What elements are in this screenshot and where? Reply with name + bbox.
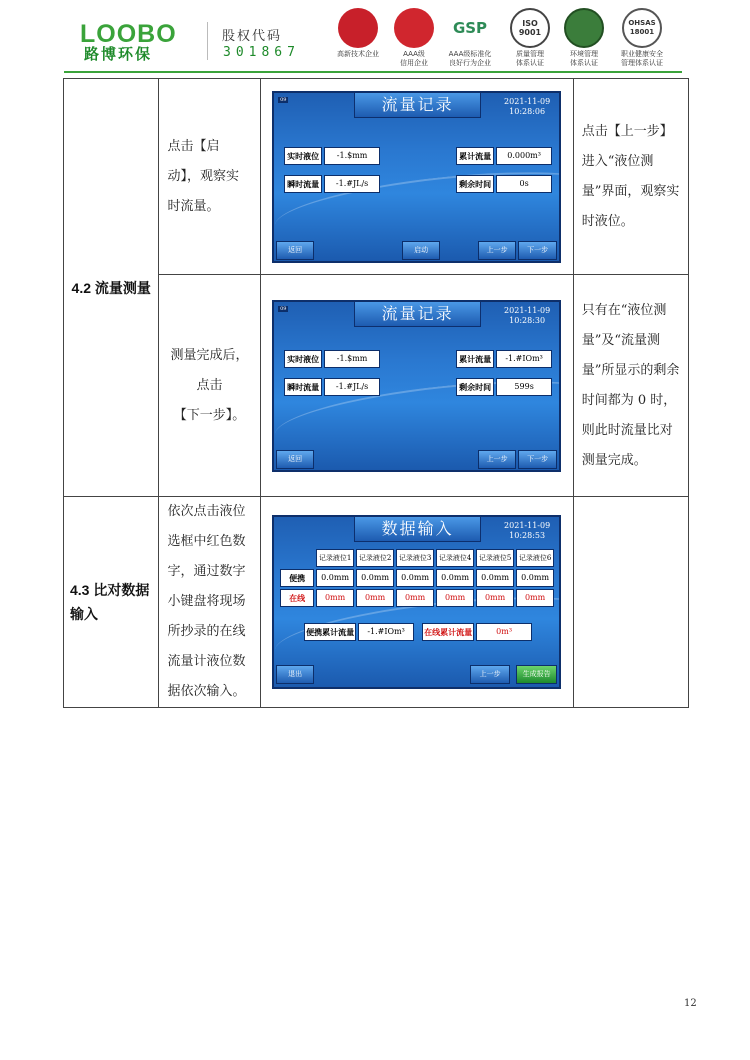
screen-title: 流量记录 — [354, 302, 481, 327]
cert-caption: AAA级标准化 良好行为企业 — [448, 50, 492, 67]
back-button[interactable]: 返回 — [276, 450, 314, 469]
procedure-table — [63, 78, 689, 708]
credit-cert — [386, 8, 442, 68]
online-cumulative-input[interactable]: 0m³ — [476, 623, 532, 641]
online-value-input[interactable]: 0mm — [436, 589, 474, 607]
remaining-time-label: 剩余时间 — [456, 175, 494, 193]
header-divider — [207, 22, 208, 60]
online-value-input[interactable]: 0mm — [516, 589, 554, 607]
header-rule — [64, 71, 682, 73]
ohsas-badge-icon: OHSAS 18001 — [622, 8, 662, 48]
table-row — [64, 79, 689, 275]
instant-flow-label: 瞬时流量 — [284, 175, 322, 193]
screenshot-cell — [260, 79, 573, 275]
instruction-cell — [159, 275, 260, 497]
note-cell — [573, 497, 688, 708]
note-text: 只有在“液位测量”及“流量测量”所显示的剩余时间都为 0 时，则此时流量比对测量完成。 — [581, 302, 680, 468]
instant-flow-value: -1.#JL/s — [324, 378, 380, 396]
note-cell — [573, 275, 688, 497]
cumulative-flow-value: -1.#IOm³ — [496, 350, 552, 368]
screen-datetime: 2021-11-09 10:28:30 — [504, 305, 551, 325]
portable-value: 0.0mm — [516, 569, 554, 587]
online-value-input[interactable]: 0mm — [356, 589, 394, 607]
back-button[interactable]: 返回 — [276, 241, 314, 260]
company-name-cn: 路博环保 — [84, 45, 153, 63]
realtime-level-label: 实时液位 — [284, 147, 322, 165]
start-button[interactable]: 启动 — [402, 241, 440, 260]
realtime-level-value: -1.$mm — [324, 350, 380, 368]
realtime-level-label: 实时液位 — [284, 350, 322, 368]
screen-title: 数据输入 — [354, 517, 481, 542]
instruction-text: 依次点击液位选框中红色数字，通过数字小键盘将现场所抄录的在线流量计液位数据依次输入。 — [167, 504, 246, 699]
cumulative-flow-value: 0.000m³ — [496, 147, 552, 165]
remaining-time-value: 0s — [496, 175, 552, 193]
note-cell — [573, 79, 688, 275]
section-title: 4.2 流量测量 — [71, 279, 151, 296]
flow-record-screen-complete — [272, 300, 561, 472]
cert-caption: 环境管理 体系认证 — [570, 50, 598, 67]
data-input-screen — [272, 515, 561, 689]
cumulative-flow-label: 累计流量 — [456, 147, 494, 165]
level-col-4: 记录液位4 — [436, 549, 474, 567]
high-tech-badge-icon — [338, 8, 378, 48]
next-step-button[interactable]: 下一步 — [518, 241, 557, 260]
screenshot-cell — [260, 497, 573, 708]
credit-badge-icon — [394, 8, 434, 48]
table-row — [64, 497, 689, 708]
cert-caption: 高新技术企业 — [337, 50, 379, 58]
level-col-1: 记录液位1 — [316, 549, 354, 567]
gsp-badge-icon: GSP — [450, 8, 490, 48]
instant-flow-value: -1.#JL/s — [324, 175, 380, 193]
level-col-2: 记录液位2 — [356, 549, 394, 567]
screen-tag: 09 — [280, 305, 287, 312]
company-logo: LOOBO — [80, 20, 177, 48]
page-header — [0, 0, 750, 75]
level-col-6: 记录液位6 — [516, 549, 554, 567]
instruction-text: 测量完成后，点击 【下一步】。 — [170, 347, 249, 423]
note-text — [574, 598, 688, 606]
instruction-text: 点击【启动】，观察实时流量。 — [167, 138, 239, 214]
online-value-input[interactable]: 0mm — [396, 589, 434, 607]
level-col-5: 记录液位5 — [476, 549, 514, 567]
environment-cert — [556, 8, 612, 68]
instant-flow-label: 瞬时流量 — [284, 378, 322, 396]
portable-value: 0.0mm — [396, 569, 434, 587]
note-text: 点击【上一步】进入“液位测量”界面，观察实时液位。 — [581, 123, 680, 229]
portable-value: 0.0mm — [316, 569, 354, 587]
remaining-time-value: 599s — [496, 378, 552, 396]
portable-value: 0.0mm — [356, 569, 394, 587]
iso9001-cert — [502, 8, 558, 68]
section-cell — [64, 79, 159, 497]
gsp-cert — [442, 8, 498, 68]
screen-title: 流量记录 — [354, 93, 481, 118]
online-value-input[interactable]: 0mm — [476, 589, 514, 607]
next-step-button[interactable]: 下一步 — [518, 450, 557, 469]
instruction-cell — [159, 79, 260, 275]
environment-badge-icon — [564, 8, 604, 48]
section-title: 4.3 比对数据输入 — [70, 582, 150, 622]
portable-value: 0.0mm — [436, 569, 474, 587]
portable-value: 0.0mm — [476, 569, 514, 587]
online-value-input[interactable]: 0mm — [316, 589, 354, 607]
portable-cumulative-label: 便携累计流量 — [304, 623, 356, 641]
screenshot-cell — [260, 275, 573, 497]
stock-code: 301867 — [223, 45, 300, 60]
prev-step-button[interactable]: 上一步 — [478, 450, 516, 469]
cert-caption: AAA级 信用企业 — [400, 50, 428, 67]
exit-button[interactable]: 退出 — [276, 665, 314, 684]
online-row-label: 在线 — [280, 589, 314, 607]
section-cell — [64, 497, 159, 708]
cert-caption: 质量管理 体系认证 — [516, 50, 544, 67]
level-col-3: 记录液位3 — [396, 549, 434, 567]
prev-step-button[interactable]: 上一步 — [470, 665, 510, 684]
prev-step-button[interactable]: 上一步 — [478, 241, 516, 260]
screen-datetime: 2021-11-09 10:28:06 — [504, 96, 551, 116]
iso9001-badge-icon: ISO 9001 — [510, 8, 550, 48]
portable-cumulative-value: -1.#IOm³ — [358, 623, 414, 641]
screen-datetime: 2021-11-09 10:28:53 — [504, 521, 551, 540]
remaining-time-label: 剩余时间 — [456, 378, 494, 396]
online-cumulative-label: 在线累计流量 — [422, 623, 474, 641]
instruction-cell — [159, 497, 260, 708]
cumulative-flow-label: 累计流量 — [456, 350, 494, 368]
portable-row-label: 便携 — [280, 569, 314, 587]
stock-label: 股权代码 — [222, 29, 283, 44]
flow-record-screen — [272, 91, 561, 263]
ohsas-cert — [614, 8, 670, 68]
screen-tag: 09 — [280, 96, 287, 103]
page-number: 12 — [684, 998, 697, 1009]
cert-caption: 职业健康安全 管理体系认证 — [621, 50, 663, 67]
generate-report-button[interactable]: 生成报告 — [516, 665, 557, 684]
high-tech-cert — [330, 8, 386, 59]
realtime-level-value: -1.$mm — [324, 147, 380, 165]
